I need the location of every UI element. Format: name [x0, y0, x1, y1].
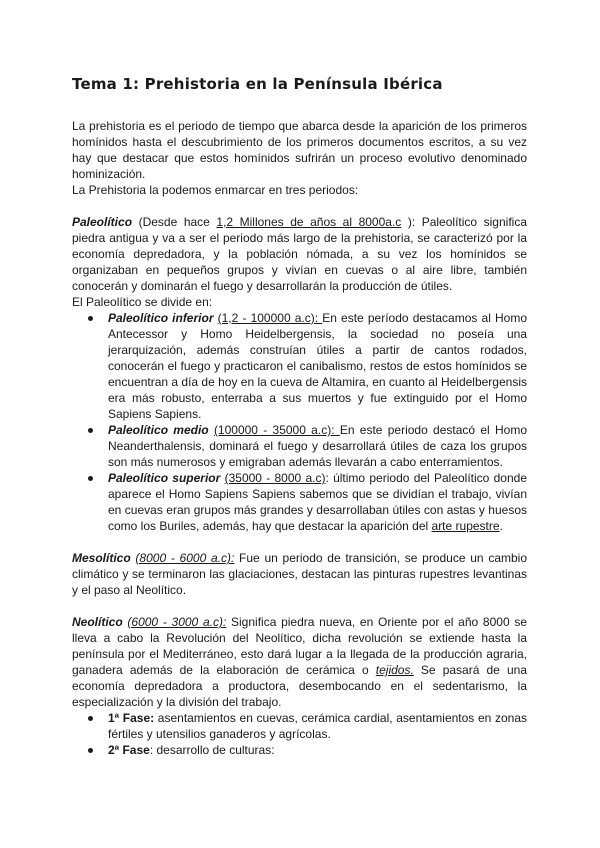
arte-rupestre-link[interactable]: arte rupestre [431, 519, 500, 533]
paleolitico-divide-line: El Paleolítico se divide en: [72, 295, 213, 309]
neolitico-text2: Se pasará de una economía depredadora a productora, desembocando en el sedentarismo, la especialización y la división del trabajo. [72, 663, 527, 709]
neolitico-paragraph [72, 614, 527, 710]
paleolitico-text: ): Paleolítico significa piedra antigua y va a ser el periodo más largo de la prehistoria, se caracterizó por la economía depredadora, y la población nómada, a su vez los homínidos se organizaban en pequeños grupos y vivían en cuevas o al aire libre, también conocerán y dominarán el fuego y desarrollarán la producción de útiles. [72, 215, 527, 293]
list-item-fase-2 [108, 742, 527, 758]
item-end: . [499, 519, 503, 533]
item-text: : desarrollo de culturas: [149, 743, 275, 757]
list-item-fase-1 [108, 710, 527, 742]
paleolitico-pre: (Desde hace [132, 215, 217, 229]
item-text: asentamientos en cuevas, cerámica cardial, asentamientos en zonas fértiles y utensilios ganaderos y agrícolas. [108, 711, 528, 741]
item-text: En este período destacamos al Homo Antecessor y Homo Heidelbergensis, la sociedad no poseía una jerarquización, además construían útiles a partir de cantos rodados, conocerán el fuego y practicaron el canibalismo, restos de estos homínidos se encuentran a día de hoy en la cueva de Altamira, en cuanto al Heidelbergensis era más robusto, enterraba a sus muertos y fue extinguido por el Homo Sapiens Sapiens. [108, 311, 528, 421]
tejidos-link[interactable]: tejidos. [375, 663, 414, 677]
item-term: 2ª Fase [108, 743, 150, 757]
paleolitico-date: 1,2 Millones de años al 8000a.c [216, 215, 402, 229]
neolitico-term: Neolítico [72, 615, 123, 629]
list-item-paleolitico-inferior [108, 310, 527, 422]
paleolitico-paragraph [72, 214, 527, 294]
mesolitico-text: Fue un periodo de transición, se produce un cambio climático y se terminaron las glaciaciones, destacan las pinturas rupestres levantinas y el paso al Neolítico. [72, 551, 528, 597]
item-term: Paleolítico inferior [108, 311, 214, 325]
item-date: (35000 - 8000 a.c) [224, 471, 326, 485]
paleolitico-list [72, 310, 527, 534]
neolitico-date: (6000 - 3000 a.c): [127, 615, 227, 629]
item-text: : último periodo del Paleolítico donde aparece el Homo Sapiens Sapiens sabemos que se dividían el trabajo, vivían en cuevas eran grupos más grandes y desarrollaban útiles con astas y huesos como los Buriles, además, hay que destacar la aparición del [108, 471, 527, 533]
item-term: Paleolítico superior [108, 471, 221, 485]
item-date: (100000 - 35000 a.c): [213, 423, 340, 437]
intro-periods-line: La Prehistoria la podemos enmarcar en tres periodos: [72, 183, 359, 197]
mesolitico-date: (8000 - 6000 a.c): [135, 551, 235, 565]
paleolitico-term: Paleolítico [72, 215, 133, 229]
intro-paragraph: La prehistoria es el periodo de tiempo que abarca desde la aparición de los primeros homínidos hasta el descubrimiento de los primeros documentos escritos, a su vez hay que destacar que estos homínidos sufrirán un proceso evolutivo denominado hominización. [72, 119, 527, 181]
neolitico-list [72, 710, 527, 758]
page-title: Tema 1: Prehistoria en la Península Ibérica [72, 75, 443, 93]
list-item-paleolitico-superior [108, 470, 527, 534]
item-term: 1ª Fase: [108, 711, 155, 725]
document-body [72, 118, 527, 758]
item-term: Paleolítico medio [108, 423, 209, 437]
mesolitico-term: Mesolítico [72, 551, 131, 565]
item-date: (1,2 - 100000 a.c): [217, 311, 323, 325]
neolitico-text: Significa piedra nueva, en Oriente por el año 8000 se lleva a cabo la Revolución del Neolítico, dicha revolución se extiende hasta la península por el Mediterráneo, esto dará lugar a la llegada de la producción agraria, ganadera además de la elaboración de cerámica o [72, 615, 528, 677]
list-item-paleolitico-medio [108, 422, 527, 470]
mesolitico-paragraph [72, 550, 527, 598]
item-text: En este periodo destacó el Homo Neanderthalensis, dominará el fuego y desarrollará útiles de caza los grupos son más numerosos y emigraban además llevarán a cabo enterramientos. [108, 423, 527, 469]
